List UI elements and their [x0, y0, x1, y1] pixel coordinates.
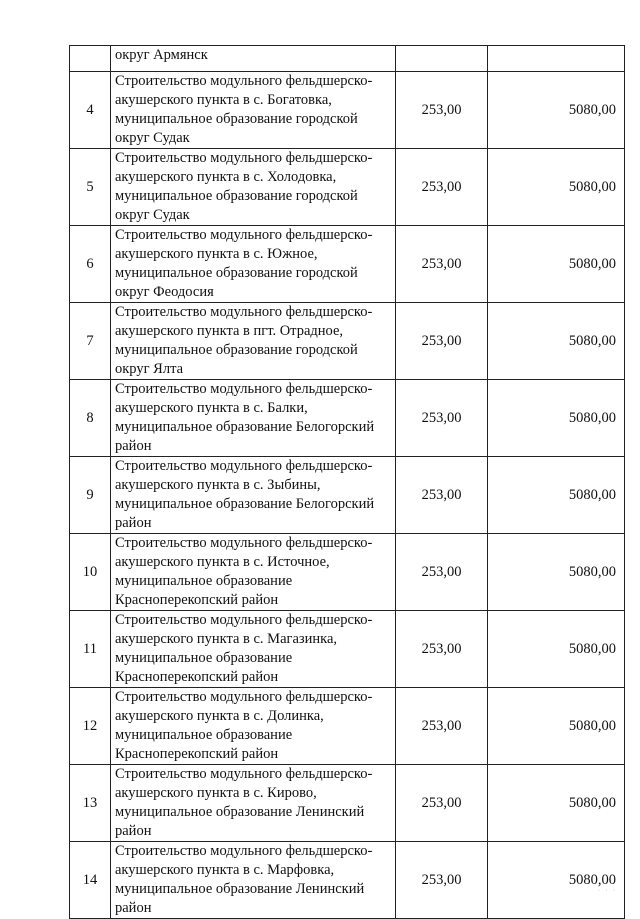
row-quantity: 253,00: [396, 303, 488, 380]
row-quantity: 253,00: [396, 149, 488, 226]
table-row: [70, 149, 625, 226]
description-line: Красноперекопский район: [115, 592, 279, 608]
description-line: акушерского пункта в с. Магазинка,: [115, 631, 338, 647]
description-line: акушерского пункта в с. Кирово,: [115, 785, 317, 801]
projects-table-body: [70, 46, 625, 919]
description-line: муниципальное образование: [115, 650, 293, 666]
row-description: [111, 457, 396, 534]
description-line: муниципальное образование Белогорский: [115, 419, 375, 435]
row-amount: 5080,00: [488, 534, 625, 611]
table-row: [70, 842, 625, 919]
description-line: акушерского пункта в с. Марфовка,: [115, 862, 335, 878]
row-quantity: 253,00: [396, 765, 488, 842]
row-number: 10: [70, 534, 111, 611]
description-line: акушерского пункта в с. Долинка,: [115, 708, 324, 724]
description-line: акушерского пункта в с. Холодовка,: [115, 169, 337, 185]
row-quantity: 253,00: [396, 842, 488, 919]
description-line: район: [115, 438, 152, 454]
row-quantity: 253,00: [396, 72, 488, 149]
description-line: акушерского пункта в с. Балки,: [115, 400, 308, 416]
description-line: акушерского пункта в с. Источное,: [115, 554, 330, 570]
table-row: [70, 534, 625, 611]
description-line: муниципальное образование городской: [115, 188, 358, 204]
table-row: [70, 226, 625, 303]
description-line: округ Судак: [115, 207, 190, 223]
row-description: [111, 149, 396, 226]
row-amount: 5080,00: [488, 226, 625, 303]
table-row: [70, 765, 625, 842]
row-amount: 5080,00: [488, 688, 625, 765]
description-line: акушерского пункта в с. Южное,: [115, 246, 318, 262]
row-description: [111, 46, 396, 72]
row-amount: [488, 46, 625, 72]
row-amount: 5080,00: [488, 149, 625, 226]
description-line: Строительство модульного фельдшерско-: [115, 612, 373, 628]
description-line: округ Ялта: [115, 361, 184, 377]
row-amount: 5080,00: [488, 457, 625, 534]
table-row: [70, 303, 625, 380]
description-line: Строительство модульного фельдшерско-: [115, 304, 373, 320]
description-line: акушерского пункта в пгт. Отрадное,: [115, 323, 343, 339]
description-line: округ Феодосия: [115, 284, 214, 300]
row-quantity: 253,00: [396, 611, 488, 688]
description-line: Красноперекопский район: [115, 669, 279, 685]
description-line: Красноперекопский район: [115, 746, 279, 762]
row-number: 4: [70, 72, 111, 149]
row-quantity: 253,00: [396, 688, 488, 765]
description-line: муниципальное образование Ленинский: [115, 804, 365, 820]
table-row: [70, 688, 625, 765]
description-line: район: [115, 900, 152, 916]
row-number: 9: [70, 457, 111, 534]
description-line: муниципальное образование Белогорский: [115, 496, 375, 512]
row-quantity: 253,00: [396, 457, 488, 534]
row-number: 11: [70, 611, 111, 688]
row-number: 12: [70, 688, 111, 765]
description-line: муниципальное образование городской: [115, 265, 358, 281]
description-line: муниципальное образование городской: [115, 111, 358, 127]
description-line: Строительство модульного фельдшерско-: [115, 766, 373, 782]
row-description: [111, 226, 396, 303]
row-amount: 5080,00: [488, 72, 625, 149]
description-line: район: [115, 823, 152, 839]
row-description: [111, 303, 396, 380]
row-description: [111, 765, 396, 842]
row-description: [111, 611, 396, 688]
row-number: 8: [70, 380, 111, 457]
row-amount: 5080,00: [488, 611, 625, 688]
row-description: [111, 842, 396, 919]
description-line: Строительство модульного фельдшерско-: [115, 227, 373, 243]
row-number: 7: [70, 303, 111, 380]
description-line: Строительство модульного фельдшерско-: [115, 843, 373, 859]
row-amount: 5080,00: [488, 842, 625, 919]
row-number: 6: [70, 226, 111, 303]
table-row-continuation: [70, 46, 625, 72]
row-description: [111, 534, 396, 611]
description-line: округ Армянск: [115, 47, 208, 63]
row-quantity: 253,00: [396, 226, 488, 303]
row-quantity: 253,00: [396, 380, 488, 457]
row-amount: 5080,00: [488, 303, 625, 380]
row-description: [111, 380, 396, 457]
description-line: Строительство модульного фельдшерско-: [115, 150, 373, 166]
row-number: 5: [70, 149, 111, 226]
scan-marks: · · ·: [598, 888, 617, 894]
row-description: [111, 688, 396, 765]
row-amount: 5080,00: [488, 765, 625, 842]
row-number: 14: [70, 842, 111, 919]
description-line: Строительство модульного фельдшерско-: [115, 73, 373, 89]
description-line: Строительство модульного фельдшерско-: [115, 381, 373, 397]
description-line: район: [115, 515, 152, 531]
table-row: [70, 457, 625, 534]
description-line: Строительство модульного фельдшерско-: [115, 535, 373, 551]
description-line: Строительство модульного фельдшерско-: [115, 458, 373, 474]
row-description: [111, 72, 396, 149]
description-line: акушерского пункта в с. Богатовка,: [115, 92, 332, 108]
row-number: [70, 46, 111, 72]
description-line: Строительство модульного фельдшерско-: [115, 689, 373, 705]
table-row: [70, 611, 625, 688]
row-quantity: 253,00: [396, 534, 488, 611]
description-line: муниципальное образование: [115, 573, 293, 589]
description-line: муниципальное образование городской: [115, 342, 358, 358]
description-line: округ Судак: [115, 130, 190, 146]
row-number: 13: [70, 765, 111, 842]
table-row: [70, 380, 625, 457]
description-line: муниципальное образование Ленинский: [115, 881, 365, 897]
row-quantity: [396, 46, 488, 72]
description-line: акушерского пункта в с. Зыбины,: [115, 477, 321, 493]
projects-table: [69, 45, 625, 919]
table-row: [70, 72, 625, 149]
row-amount: 5080,00: [488, 380, 625, 457]
description-line: муниципальное образование: [115, 727, 293, 743]
